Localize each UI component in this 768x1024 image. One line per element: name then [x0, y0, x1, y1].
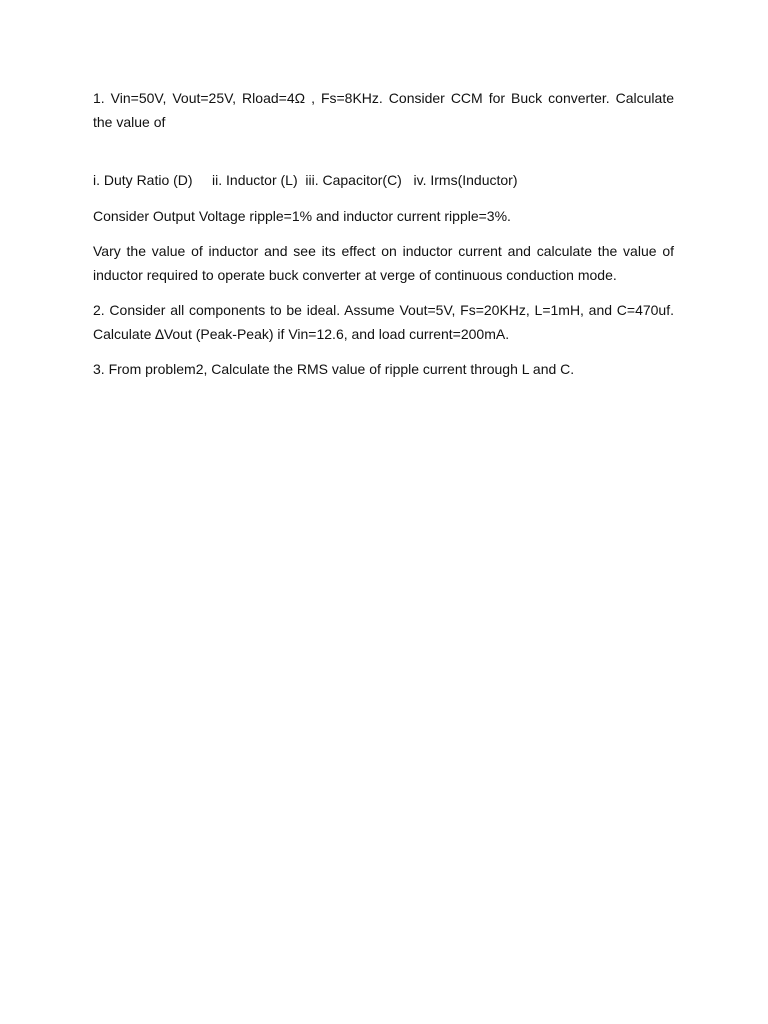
problem-2-statement: 2. Consider all components to be ideal. Assume Vout=5V, Fs=20KHz, L=1mH, and C=470uf. Calculate ∆Vout (Peak-Peak) if Vin=12.6, and load current=200mA.: [93, 302, 674, 342]
problem-1-inductor-variation: Vary the value of inductor and see its effect on inductor current and calculate the value of inductor required to operate buck converter at verge of continuous conduction mode.: [93, 243, 674, 283]
problem-1-parts-list: i. Duty Ratio (D) ii. Inductor (L) iii. Capacitor(C) iv. Irms(Inductor): [93, 172, 518, 188]
document-body: [93, 87, 674, 394]
problem-1-statement: 1. Vin=50V, Vout=25V, Rload=4Ω , Fs=8KHz. Consider CCM for Buck converter. Calculate the value of: [93, 90, 674, 130]
paragraph-spacer: [93, 146, 674, 169]
problem-3-statement: 3. From problem2, Calculate the RMS value of ripple current through L and C.: [93, 361, 575, 377]
problem-1-ripple-condition: Consider Output Voltage ripple=1% and inductor current ripple=3%.: [93, 207, 511, 224]
